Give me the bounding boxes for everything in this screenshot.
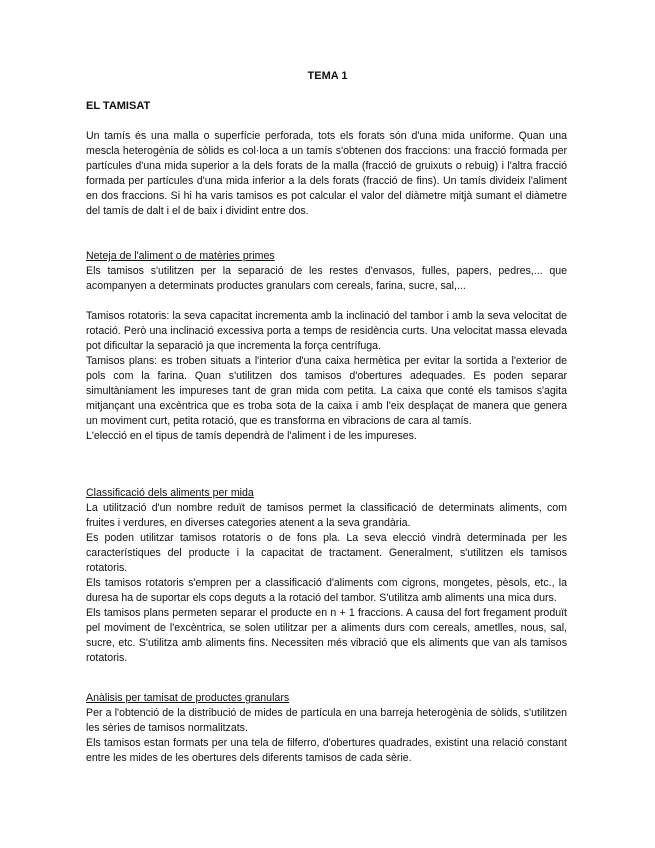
neteja-section-continued bbox=[86, 309, 567, 444]
classificacio-heading: Classificació dels aliments per mida bbox=[86, 487, 254, 499]
classificacio-section bbox=[86, 486, 567, 666]
neteja-heading: Neteja de l'aliment o de matèries primes bbox=[86, 250, 275, 262]
neteja-paragraph-2: Tamisos rotatoris: la seva capacitat incrementa amb la inclinació del tambor i amb la seva velocitat de rotació. Però una inclinació excessiva porta a temps de residència curts. Una velocitat massa elevada pot dificultar la separació ja que incrementa la força centrífuga. bbox=[86, 310, 567, 352]
neteja-paragraph-3: Tamisos plans: es troben situats a l'interior d'una caixa hermètica per evitar la sortida a l'exterior de pols com la farina. Quan s'utilitzen dos tamisos d'obertures adequades. Es poden separar simultàniament les impureses tant de gran mida com petita. La caixa que conté els tamisos s'agita mitjançant una excèntrica que es troba sota de la caixa i amb l'eix desplaçat de manera que genera un moviment curt, petita rotació, que es transforma en vibracions de cara al tamís. bbox=[86, 355, 567, 427]
intro-paragraph: Un tamís és una malla o superfície perforada, tots els forats són d'una mida uniforme. Quan una mescla heterogènia de sòlids es col·loca a un tamís s'obtenen dos fraccions: una fracció formada per partícules d'una mida superior a la dels forats de la malla (fracció de gruixuts o rebuig) i l'altra fracció formada per partícules d'una mida inferior a la dels forats (fracció de fins). Un tamís divideix l'aliment en dos fraccions. Si hi ha varis tamisos es pot calcular el valor del diàmetre mitjà sumant el diàmetre del tamís de dalt i el de baix i dividint entre dos. bbox=[86, 130, 567, 217]
classificacio-paragraph-3: Els tamisos rotatoris s'empren per a classificació d'aliments com cigrons, mongetes, pèsols, etc., la duresa ha de suportar els cops deguts a la rotació del tambor. S'utilitza amb aliments una mica durs. bbox=[86, 577, 567, 604]
classificacio-paragraph-1: La utilització d'un nombre reduït de tamisos permet la classificació de determinats aliments, com fruites i verdures, en diverses categories atenent a la seva grandària. bbox=[86, 502, 567, 529]
neteja-section bbox=[86, 249, 567, 294]
document-title: TEMA 1 bbox=[307, 70, 348, 82]
section-title: EL TAMISAT bbox=[86, 100, 151, 112]
analisi-paragraph-2: Els tamisos estan formats per una tela de filferro, d'obertures quadrades, existint una relació constant entre les mides de les obertures dels diferents tamisos de cada sèrie. bbox=[86, 737, 567, 764]
intro-paragraph-block bbox=[86, 129, 567, 219]
analisi-heading: Anàlisis per tamisat de productes granulars bbox=[86, 692, 290, 704]
classificacio-paragraph-4: Els tamisos plans permeten separar el producte en n + 1 fraccions. A causa del fort fregament produït pel moviment de l'excèntrica, se solen utilitzar per a aliments durs com cereals, ametlles, nous, sal, sucre, etc. S'utilitza amb aliments fins. Necessiten més vibració que els aliments que van als tamisos rotatoris. bbox=[86, 607, 567, 664]
analisi-section bbox=[86, 691, 567, 766]
neteja-paragraph-4: L'elecció en el tipus de tamís dependrà de l'aliment i de les impureses. bbox=[86, 430, 417, 442]
neteja-paragraph-1: Els tamisos s'utilitzen per la separació de les restes d'envasos, fulles, papers, pedres,... que acompanyen a determinats productes granulars com cereals, farina, sucre, sal,... bbox=[86, 265, 567, 292]
analisi-paragraph-1: Per a l'obtenció de la distribució de mides de partícula en una barreja heterogènia de sòlids, s'utilitzen les sèries de tamisos normalitzats. bbox=[86, 707, 567, 734]
classificacio-paragraph-2: Es poden utilitzar tamisos rotatoris o de fons pla. La seva elecció vindrà determinada per les característiques del producte i la capacitat de tractament. Generalment, s'utilitzen els tamisos rotatoris. bbox=[86, 532, 567, 574]
